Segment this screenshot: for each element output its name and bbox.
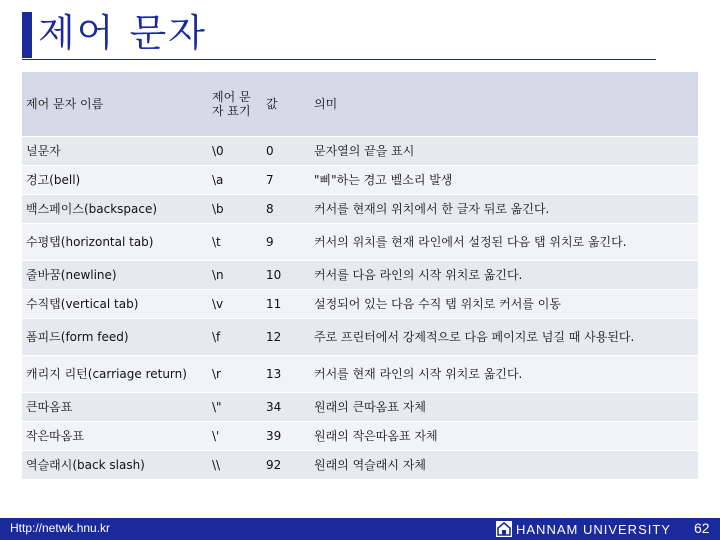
cell-meaning: 커서를 다음 라인의 시작 위치로 옮긴다. bbox=[310, 261, 698, 290]
university-brand bbox=[496, 520, 671, 538]
table-row bbox=[22, 451, 698, 480]
cell-notation: \f bbox=[208, 319, 262, 356]
table-row bbox=[22, 356, 698, 393]
cell-value: 13 bbox=[262, 356, 310, 393]
header-name: 제어 문자 이름 bbox=[22, 72, 208, 137]
cell-meaning: 설정되어 있는 다음 수직 탭 위치로 커서를 이동 bbox=[310, 290, 698, 319]
cell-meaning: 주로 프린터에서 강제적으로 다음 페이지로 넘길 때 사용된다. bbox=[310, 319, 698, 356]
cell-notation: \0 bbox=[208, 137, 262, 166]
cell-meaning: 커서의 위치를 현재 라인에서 설정된 다음 탭 위치로 옮긴다. bbox=[310, 224, 698, 261]
cell-notation: \t bbox=[208, 224, 262, 261]
cell-value: 0 bbox=[262, 137, 310, 166]
cell-value: 10 bbox=[262, 261, 310, 290]
cell-notation: \' bbox=[208, 422, 262, 451]
page-number: 62 bbox=[694, 520, 710, 536]
table-header-row bbox=[22, 72, 698, 137]
cell-name: 백스페이스(backspace) bbox=[22, 195, 208, 224]
cell-name: 줄바꿈(newline) bbox=[22, 261, 208, 290]
cell-value: 9 bbox=[262, 224, 310, 261]
title-underline bbox=[22, 59, 656, 60]
cell-meaning: 원래의 작은따옴표 자체 bbox=[310, 422, 698, 451]
title-accent-bar bbox=[22, 12, 32, 58]
cell-name: 수평탭(horizontal tab) bbox=[22, 224, 208, 261]
cell-notation: \a bbox=[208, 166, 262, 195]
cell-meaning: "삐"하는 경고 벨소리 발생 bbox=[310, 166, 698, 195]
cell-name: 널문자 bbox=[22, 137, 208, 166]
university-name: HANNAM UNIVERSITY bbox=[516, 521, 671, 537]
header-notation: 제어 문자 표기 bbox=[208, 72, 262, 137]
cell-notation: \b bbox=[208, 195, 262, 224]
cell-value: 92 bbox=[262, 451, 310, 480]
cell-value: 39 bbox=[262, 422, 310, 451]
table-row bbox=[22, 195, 698, 224]
cell-name: 수직탭(vertical tab) bbox=[22, 290, 208, 319]
header-value: 값 bbox=[262, 72, 310, 137]
cell-name: 캐리지 리턴(carriage return) bbox=[22, 356, 208, 393]
cell-meaning: 커서를 현재의 위치에서 한 글자 뒤로 옮긴다. bbox=[310, 195, 698, 224]
table-row bbox=[22, 290, 698, 319]
cell-meaning: 문자열의 끝을 표시 bbox=[310, 137, 698, 166]
table-row bbox=[22, 261, 698, 290]
footer-url: Http://netwk.hnu.kr bbox=[10, 521, 111, 535]
slide-footer bbox=[0, 518, 720, 540]
cell-value: 34 bbox=[262, 393, 310, 422]
cell-notation: \v bbox=[208, 290, 262, 319]
cell-meaning: 커서를 현재 라인의 시작 위치로 옮긴다. bbox=[310, 356, 698, 393]
cell-notation: \r bbox=[208, 356, 262, 393]
cell-name: 폼피드(form feed) bbox=[22, 319, 208, 356]
hannam-logo-icon bbox=[496, 521, 512, 537]
table-row bbox=[22, 224, 698, 261]
table-row bbox=[22, 393, 698, 422]
cell-meaning: 원래의 역슬래시 자체 bbox=[310, 451, 698, 480]
cell-notation: \" bbox=[208, 393, 262, 422]
page-title: 제어 문자 bbox=[38, 11, 207, 55]
cell-name: 작은따옴표 bbox=[22, 422, 208, 451]
cell-name: 경고(bell) bbox=[22, 166, 208, 195]
cell-value: 8 bbox=[262, 195, 310, 224]
cell-value: 12 bbox=[262, 319, 310, 356]
cell-notation: \n bbox=[208, 261, 262, 290]
table-row bbox=[22, 137, 698, 166]
table-row bbox=[22, 422, 698, 451]
cell-meaning: 원래의 큰따옴표 자체 bbox=[310, 393, 698, 422]
cell-value: 7 bbox=[262, 166, 310, 195]
table-row bbox=[22, 166, 698, 195]
cell-name: 역슬래시(back slash) bbox=[22, 451, 208, 480]
cell-notation: \\ bbox=[208, 451, 262, 480]
cell-name: 큰따옴표 bbox=[22, 393, 208, 422]
control-character-table bbox=[22, 72, 698, 480]
cell-value: 11 bbox=[262, 290, 310, 319]
header-meaning: 의미 bbox=[310, 72, 698, 137]
table-row bbox=[22, 319, 698, 356]
